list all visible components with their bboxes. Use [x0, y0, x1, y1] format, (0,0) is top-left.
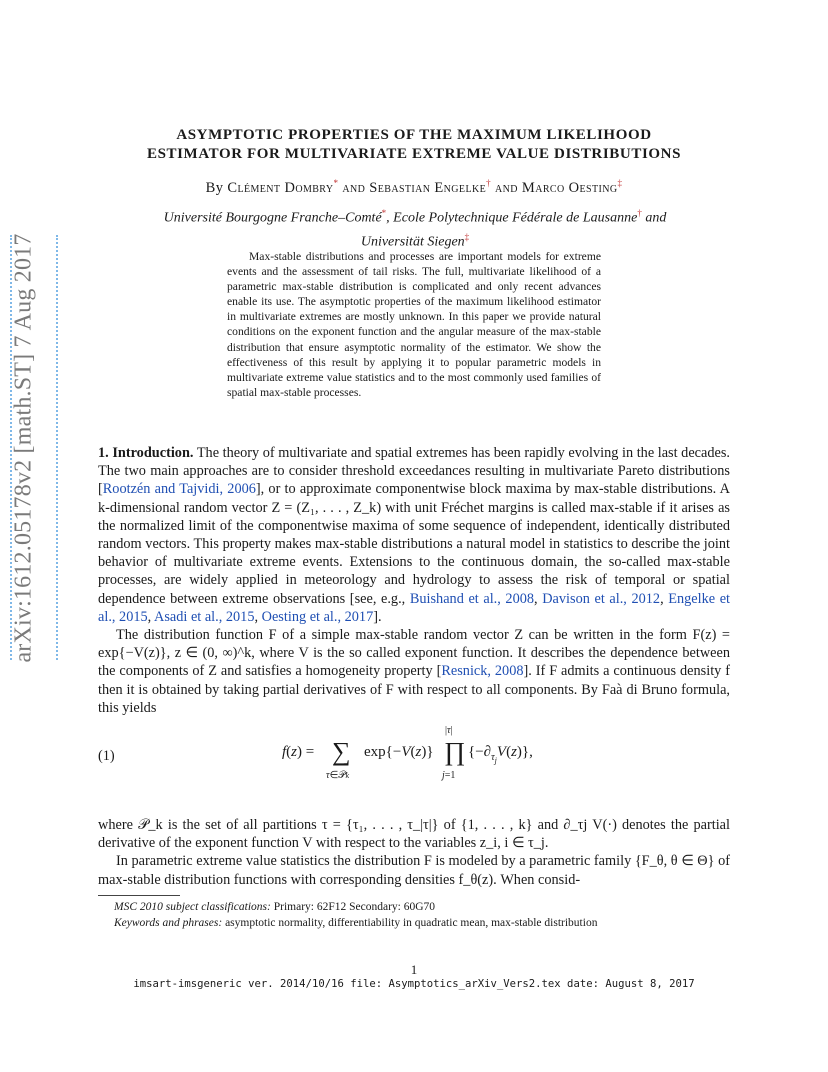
- page-number: 1: [410, 962, 418, 977]
- affiliation-1-mark: *: [381, 208, 387, 218]
- msc-label: MSC 2010 subject classifications:: [114, 901, 271, 913]
- author-line: [0, 178, 828, 197]
- citation-engelke[interactable]: Engelke et al., 2015: [98, 590, 731, 625]
- equation-formula: [282, 720, 642, 800]
- after-equation-text: [98, 816, 730, 889]
- citation-buishand[interactable]: Buishand et al., 2008: [409, 590, 535, 607]
- author-sep-2: and: [495, 179, 518, 196]
- citation-davison[interactable]: Davison et al., 2012: [542, 590, 661, 607]
- paragraph-partitions: where 𝒫_k is the set of all partitions τ = {τ₁, . . . , τ_|τ|} of {1, . . . , k} and ∂_τj V(·) denotes the partial derivative of the exponent function V with respect to the variables z_i, i ∈ τ_j.: [98, 817, 730, 852]
- author-2: Sebastian Engelke: [369, 179, 487, 196]
- affiliation-2-mark: †: [637, 208, 642, 218]
- footnotes: [98, 899, 738, 931]
- svg-text:∏: ∏: [444, 737, 466, 766]
- footnote-rule: [98, 895, 180, 896]
- affiliation-1: Université Bourgogne Franche–Comté: [163, 210, 382, 226]
- equation-1: [98, 720, 730, 800]
- svg-text:∑: ∑: [332, 737, 351, 766]
- affiliation-3-mark: ‡: [464, 231, 470, 242]
- affiliation-3: Universität Siegen: [360, 234, 465, 250]
- arxiv-stamp: arXiv:1612.05178v2 [math.ST] 7 Aug 2017: [10, 233, 37, 663]
- citation-oesting[interactable]: Oesting et al., 2017: [261, 608, 374, 625]
- section-number: 1.: [98, 445, 109, 461]
- svg-text:f(z) =: f(z) =: [282, 744, 315, 760]
- citation-asadi[interactable]: Asadi et al., 2015: [154, 608, 255, 625]
- msc-text: Primary: 62F12 Secondary: 60G70: [270, 901, 436, 913]
- citation-rootzen[interactable]: Rootzén and Tajvidi, 2006: [102, 481, 256, 498]
- keywords-label: Keywords and phrases:: [114, 917, 223, 929]
- svg-text:j=1: j=1: [442, 770, 456, 781]
- author-1-mark: *: [333, 178, 339, 188]
- msc-footnote: [98, 899, 738, 915]
- author-3: Marco Oesting: [521, 179, 618, 196]
- paper-title: [0, 126, 828, 164]
- author-sep-1: and: [342, 179, 366, 196]
- introduction-section: [98, 444, 730, 717]
- intro-text-1b: ], or to approximate componentwise block maxima by max-stable distributions. A k-dimensional random vector Z = (Z₁, . . . , Z_k) with unit Fréchet margins is called max-stable if it arises as the normalized limit of the componentwise maxima of some sequence of independent, identically distributed random vectors. This property makes max-stable distributions a natural model in statistics to describe the joint behavior of multivariate extreme events. Extensions to the continuous domain, the so-called max-stable processes, are widely applied in meteorology and hydrology to assess the risk of temporal or spatial dependence between extreme observations [see, e.g.,: [98, 481, 730, 607]
- affiliation-and: and: [641, 210, 667, 226]
- svg-text:|τ|: |τ|: [445, 725, 453, 736]
- intro-text-2a: The distribution function F of a simple max-stable random vector Z can be written in the form F(z) = exp{−V(z)}, z ∈ (0, ∞)^k, where V is the so called exponent function. It describes the dependence between the components of Z and satisfies a homogeneity property [: [98, 627, 730, 680]
- keywords-text: asymptotic normality, differentiability in quadratic mean, max-stable distribution: [222, 917, 598, 929]
- citation-resnick[interactable]: Resnick, 2008: [441, 663, 524, 680]
- intro-text-1a: The theory of multivariate and spatial extremes has been rapidly evolving in the last decades. The two main approaches are to consider threshold exceedances resulting in multivariate Pareto distributions [: [98, 445, 730, 498]
- intro-text-2b: ]. If F admits a continuous density f then it is obtained by taking partial derivatives of F with respect to all components. By Faà di Bruno formula, this yields: [98, 663, 730, 716]
- author-1: Clément Dombry: [227, 179, 334, 196]
- title-line-1: ASYMPTOTIC PROPERTIES OF THE MAXIMUM LIKELIHOOD: [176, 127, 652, 143]
- svg-text:{−∂τjV(z)},: $\{-\partial_{\tau j}V(z)\}$,: [468, 744, 533, 765]
- section-title: Introduction.: [112, 445, 194, 461]
- intro-paragraph-2: [98, 626, 730, 717]
- abstract: Max-stable distributions and processes are important models for extreme events and the assessment of tail risks. The full, multivariate likelihood of a parametric max-stable distribution is complicated and only recent advances enable its use. The asymptotic properties of the maximum likelihood estimator in multivariate extremes are mostly unknown. In this paper we provide natural conditions on the exponent function and the angular measure of the max-stable distribution that ensure asymptotic normality of the estimator. We show the effectiveness of this result by applying it to popular parametric models in multivariate extreme value statistics and to the most commonly used families of spatial max-stable processes.: [227, 250, 601, 399]
- affiliation-2: , Ecole Polytechnique Fédérale de Lausanne: [386, 210, 638, 226]
- equation-number: (1): [98, 748, 115, 764]
- title-line-2: ESTIMATOR FOR MULTIVARIATE EXTREME VALUE DISTRIBUTIONS: [146, 146, 682, 162]
- paragraph-parametric: In parametric extreme value statistics the distribution F is modeled by a parametric family {F_θ, θ ∈ Θ} of max-stable distribution functions with corresponding densities f_θ(z). When consid-: [98, 853, 730, 888]
- intro-paragraph-1: 1. Introduction. The theory of multivariate and spatial extremes has been rapidly evolving in the last decades. The two main approaches are to consider threshold exceedances resulting in multivariate Pareto distributions [Rootzén and Tajvidi, 2006], or to approximate componentwise block maxima by max-stable distributions. A k-dimensional random vector Z = (Z₁, . . . , Z_k) with unit Fréchet margins is called max-stable if it arises as the normalized limit of the componentwise maxima of some sequence of independent, identically distributed random vectors. This property makes max-stable distributions a natural model in statistics to describe the joint behavior of multivariate extreme events. Extensions to the continuous domain, the so-called max-stable processes, are widely applied in meteorology and hydrology to assess the risk of temporal or spatial dependence between extreme observations [see, e.g., Buishand et al., 2008, Davison et al., 2012, Engelke et al., 2015, Asadi et al., 2015, Oesting et al., 2017].: [98, 445, 731, 625]
- imsart-footer: imsart-imsgeneric ver. 2014/10/16 file: Asymptotics_arXiv_Vers2.tex date: August 8, 2017: [133, 978, 695, 990]
- svg-text:exp{−V(z)}: exp{−V(z)}: [364, 744, 434, 760]
- author-3-mark: ‡: [617, 178, 623, 188]
- keywords-footnote: [98, 915, 738, 931]
- author-2-mark: †: [486, 178, 491, 188]
- affiliations: [100, 204, 730, 251]
- svg-text:τ∈𝒫k: τ∈𝒫k: [326, 770, 350, 781]
- by-word: By: [205, 179, 224, 196]
